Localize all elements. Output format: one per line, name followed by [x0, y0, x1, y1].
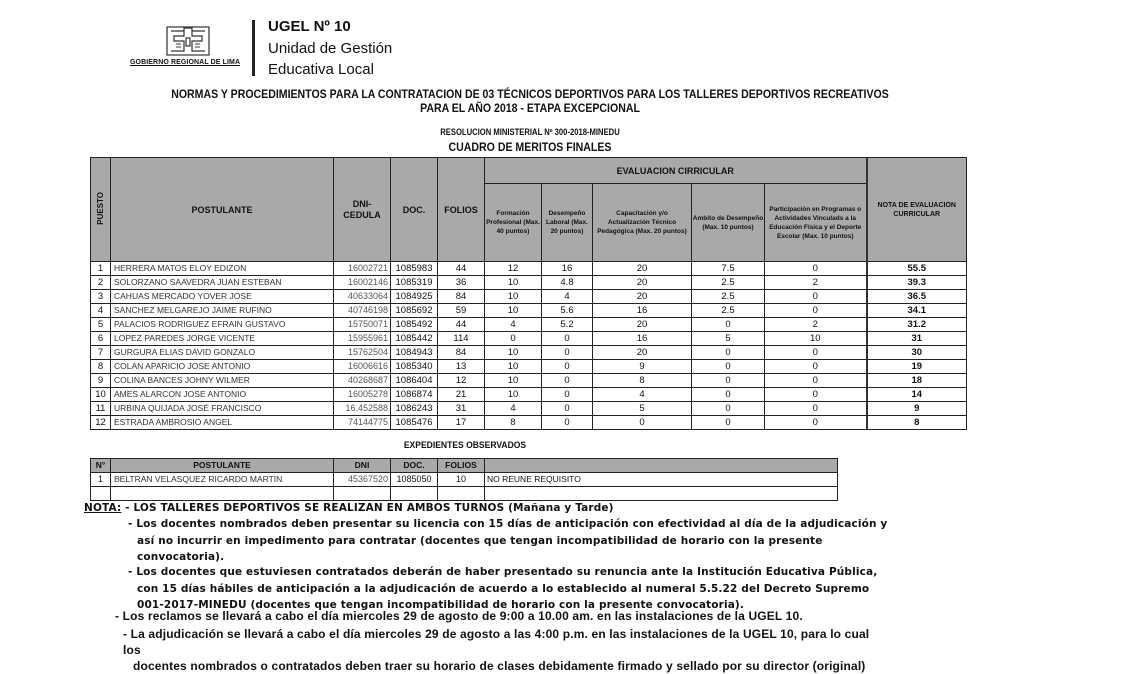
cell-capacitacion: 20 [593, 290, 692, 304]
cell-puesto: 5 [91, 318, 111, 332]
cell-folios: 12 [438, 374, 485, 388]
cell-doc: 1085692 [391, 304, 438, 318]
cell-ambito: 5 [692, 332, 765, 346]
cell-participacion: 2 [765, 318, 867, 332]
header-dni: DNI-CEDULA [334, 158, 391, 262]
cell-capacitacion: 20 [593, 318, 692, 332]
cell-puesto: 11 [91, 402, 111, 416]
cell-nota: 36.5 [867, 290, 967, 304]
cell-folios: 36 [438, 276, 485, 290]
ugel-subtitle-line1: Unidad de Gestión [268, 40, 393, 57]
document-title-line2: PARA EL AÑO 2018 - ETAPA EXCEPCIONAL [420, 101, 640, 115]
cell-capacitacion: 16 [593, 304, 692, 318]
cell-participacion: 0 [765, 416, 867, 430]
header-participacion: Participación en Programas o Actividades Vinculads a la Educación Física y el Deporte Escolar (Max. 10 puntos) [765, 184, 867, 262]
note-label: NOTA: [84, 502, 122, 514]
table-row [91, 346, 967, 360]
cell-folios: 84 [438, 290, 485, 304]
cell-nota: 31 [867, 332, 967, 346]
cell-formacion: 4 [485, 402, 542, 416]
cell-puesto: 2 [91, 276, 111, 290]
cell-nota: 19 [867, 360, 967, 374]
cell-dni: 16006616 [334, 360, 391, 374]
cell-dni: 74144775 [334, 416, 391, 430]
cell-folios: 44 [438, 262, 485, 276]
cell-folios: 59 [438, 304, 485, 318]
cell-dni: 40633064 [334, 290, 391, 304]
logo-caption: GOBIERNO REGIONAL DE LIMA [130, 59, 241, 66]
cell-folios: 13 [438, 360, 485, 374]
note-item-3 [128, 564, 878, 614]
note-item-1-text: - LOS TALLERES DEPORTIVOS SE REALIZAN EN AMBOS TURNOS (Mañana y Tarde) [121, 502, 614, 514]
cell-nota: 34.1 [867, 304, 967, 318]
obs-cell-n: 1 [91, 473, 111, 487]
gobierno-regional-logo [130, 20, 250, 75]
cell-desempeno: 4.8 [542, 276, 593, 290]
cell-participacion: 0 [765, 262, 867, 276]
logo-divider [252, 20, 255, 76]
empty-cell [91, 487, 111, 501]
cell-postulante: ESTRADA AMBROSIO ANGEL [111, 416, 334, 430]
cell-doc: 1086874 [391, 388, 438, 402]
cell-desempeno: 0 [542, 416, 593, 430]
cell-participacion: 0 [765, 388, 867, 402]
header-ambito: Ambito de Desempeño (Max. 10 puntos) [692, 184, 765, 262]
cell-participacion: 0 [765, 346, 867, 360]
observed-title: EXPEDIENTES OBSERVADOS [403, 440, 527, 451]
cell-ambito: 2.5 [692, 290, 765, 304]
cell-doc: 1085476 [391, 416, 438, 430]
note-item-2 [128, 516, 888, 566]
note-item-5-line1: - La adjudicación se llevará a cabo el día miercoles 29 de agosto a las 4:00 p.m. en las instalaciones de la UGEL 10, para lo cual los [123, 627, 870, 657]
cell-formacion: 8 [485, 416, 542, 430]
header-desempeno: Desempeño Laboral (Max. 20 puntos) [542, 184, 593, 262]
note-item-1 [84, 500, 614, 517]
cell-ambito: 0 [692, 416, 765, 430]
cell-nota: 9 [867, 402, 967, 416]
cell-capacitacion: 20 [593, 262, 692, 276]
cell-postulante: AMES ALARCON JOSE ANTONIO [111, 388, 334, 402]
cuadro-title: CUADRO DE MERITOS FINALES [448, 140, 612, 154]
empty-cell [111, 487, 334, 501]
ugel-title: UGEL Nº 10 [268, 18, 351, 35]
cell-doc: 1086243 [391, 402, 438, 416]
obs-table-row-empty [91, 487, 838, 501]
header-folios: FOLIOS [438, 158, 485, 262]
cell-doc: 1084925 [391, 290, 438, 304]
table-row [91, 318, 967, 332]
cell-ambito: 2.5 [692, 276, 765, 290]
cell-participacion: 0 [765, 374, 867, 388]
empty-cell [438, 487, 485, 501]
cell-dni: 16002146 [334, 276, 391, 290]
cell-dni: 15955961 [334, 332, 391, 346]
obs-cell-dni: 45367520 [334, 473, 391, 487]
cell-capacitacion: 20 [593, 346, 692, 360]
cell-formacion: 10 [485, 346, 542, 360]
table-row [91, 402, 967, 416]
cell-puesto: 9 [91, 374, 111, 388]
cell-ambito: 0 [692, 360, 765, 374]
cell-dni: 16.452588 [334, 402, 391, 416]
cell-capacitacion: 5 [593, 402, 692, 416]
cell-capacitacion: 16 [593, 332, 692, 346]
cell-participacion: 0 [765, 402, 867, 416]
cell-desempeno: 5.6 [542, 304, 593, 318]
cell-formacion: 10 [485, 276, 542, 290]
obs-header-postulante: POSTULANTE [111, 459, 334, 473]
cell-folios: 114 [438, 332, 485, 346]
cell-capacitacion: 4 [593, 388, 692, 402]
obs-header-n: N° [91, 459, 111, 473]
cell-postulante: COLINA BANCES JOHNY WILMER [111, 374, 334, 388]
gobierno-regional-emblem-icon [166, 26, 210, 56]
cell-desempeno: 0 [542, 360, 593, 374]
obs-header-folios: FOLIOS [438, 459, 485, 473]
ugel-subtitle-line2: Educativa Local [268, 61, 374, 78]
table-row [91, 332, 967, 346]
cell-postulante: HERRERA MATOS ELOY EDIZON [111, 262, 334, 276]
cell-puesto: 10 [91, 388, 111, 402]
cell-participacion: 2 [765, 276, 867, 290]
document-title [152, 87, 909, 115]
cell-folios: 84 [438, 346, 485, 360]
cell-puesto: 1 [91, 262, 111, 276]
cell-postulante: LOPEZ PAREDES JORGE VICENTE [111, 332, 334, 346]
cell-nota: 14 [867, 388, 967, 402]
note-item-3-line1: - Los docentes que estuviesen contratados deberán de haber presentado su renuncia ante la Institución Educativa Pública, [128, 566, 878, 578]
table-row [91, 276, 967, 290]
cell-participacion: 0 [765, 304, 867, 318]
cell-capacitacion: 9 [593, 360, 692, 374]
cell-formacion: 10 [485, 304, 542, 318]
cell-doc: 1085442 [391, 332, 438, 346]
cell-doc: 1085983 [391, 262, 438, 276]
cell-postulante: SOLORZANO SAAVEDRA JUAN ESTEBAN [111, 276, 334, 290]
cell-folios: 17 [438, 416, 485, 430]
cell-formacion: 10 [485, 360, 542, 374]
cell-doc: 1085319 [391, 276, 438, 290]
observed-table [90, 458, 838, 501]
header-evaluacion: EVALUACION CIRRICULAR [485, 158, 867, 184]
note-item-2-line2: así no incurrir en impedimento para contratar (docentes que tengan incompatibilidad de horario con la presente [137, 534, 823, 547]
cell-ambito: 7.5 [692, 262, 765, 276]
cell-ambito: 0 [692, 388, 765, 402]
merit-table [90, 157, 967, 430]
note-item-2-line1: - Los docentes nombrados deben presentar su licencia con 15 días de anticipación con efectividad al día de la adjudicación y [128, 518, 888, 530]
cell-dni: 15750071 [334, 318, 391, 332]
document-title-line1: NORMAS Y PROCEDIMIENTOS PARA LA CONTRATACION DE 03 TÉCNICOS DEPORTIVOS PARA LOS TALLERES DEPORTIVOS RECREATIVOS [171, 87, 889, 101]
cell-dni: 16002721 [334, 262, 391, 276]
cell-dni: 15762504 [334, 346, 391, 360]
cell-puesto: 7 [91, 346, 111, 360]
header-postulante: POSTULANTE [111, 158, 334, 262]
obs-cell-observacion: NO REUNE REQUISITO [485, 473, 838, 487]
cell-puesto: 6 [91, 332, 111, 346]
cell-formacion: 0 [485, 332, 542, 346]
header-capacitacion: Capacitación y/o Actualización Técnico Pedagógica (Max. 20 puntos) [593, 184, 692, 262]
table-row [91, 388, 967, 402]
note-item-2-line3: convocatoria). [137, 551, 225, 563]
cell-postulante: URBINA QUIJADA JOSÉ FRANCISCO [111, 402, 334, 416]
cell-nota: 30 [867, 346, 967, 360]
cell-puesto: 8 [91, 360, 111, 374]
cell-nota: 18 [867, 374, 967, 388]
cell-dni: 40746198 [334, 304, 391, 318]
cell-ambito: 0 [692, 374, 765, 388]
cell-desempeno: 4 [542, 290, 593, 304]
obs-header-observacion [485, 459, 838, 473]
resolucion-label: RESOLUCION MINISTERIAL Nº 300-2018-MINEDU [440, 127, 620, 137]
header-puesto: PUESTO [91, 158, 111, 262]
cell-ambito: 0 [692, 402, 765, 416]
cell-ambito: 2.5 [692, 304, 765, 318]
cell-doc: 1086404 [391, 374, 438, 388]
cell-postulante: COLAN APARICIO JOSE ANTONIO [111, 360, 334, 374]
table-row [91, 416, 967, 430]
cell-desempeno: 0 [542, 374, 593, 388]
cell-postulante: PALACIOS RODRIGUEZ EFRAIN GUSTAVO [111, 318, 334, 332]
cell-doc: 1084943 [391, 346, 438, 360]
cell-desempeno: 5.2 [542, 318, 593, 332]
empty-cell [391, 487, 438, 501]
obs-header-doc: DOC. [391, 459, 438, 473]
cell-formacion: 10 [485, 374, 542, 388]
cell-doc: 1085340 [391, 360, 438, 374]
note-item-5 [123, 626, 883, 674]
cell-puesto: 12 [91, 416, 111, 430]
cell-folios: 21 [438, 388, 485, 402]
cell-folios: 44 [438, 318, 485, 332]
obs-cell-postulante: BELTRAN VELASQUEZ RICARDO MARTIN [111, 473, 334, 487]
cell-capacitacion: 0 [593, 416, 692, 430]
cell-desempeno: 0 [542, 346, 593, 360]
obs-header-dni: DNI [334, 459, 391, 473]
note-item-5-line2: docentes nombrados o contratados deben traer su horario de clases debidamente firmado y sellado por su director (original) [133, 659, 866, 673]
cell-postulante: SANCHEZ MELGAREJO JAIME RUFINO [111, 304, 334, 318]
cell-desempeno: 16 [542, 262, 593, 276]
header-formacion: Formación Profesional (Max. 40 puntos) [485, 184, 542, 262]
cell-capacitacion: 20 [593, 276, 692, 290]
cell-puesto: 3 [91, 290, 111, 304]
cell-formacion: 10 [485, 290, 542, 304]
cell-puesto: 4 [91, 304, 111, 318]
header-nota: NOTA DE EVALUACION CURRICULAR [867, 158, 967, 262]
cell-postulante: GURGURA ELIAS DAVID GONZALO [111, 346, 334, 360]
table-row [91, 374, 967, 388]
cell-ambito: 0 [692, 318, 765, 332]
cell-folios: 31 [438, 402, 485, 416]
cell-formacion: 4 [485, 318, 542, 332]
empty-cell [485, 487, 838, 501]
obs-cell-folios: 10 [438, 473, 485, 487]
cell-dni: 40268687 [334, 374, 391, 388]
cell-participacion: 0 [765, 360, 867, 374]
header-doc: DOC. [391, 158, 438, 262]
cell-doc: 1085492 [391, 318, 438, 332]
note-item-3-line3: 001-2017-MINEDU (docentes que tengan incompatibilidad de horario con la presente convocatoria). [137, 599, 745, 611]
table-row [91, 304, 967, 318]
obs-cell-doc: 1085050 [391, 473, 438, 487]
cell-formacion: 12 [485, 262, 542, 276]
obs-table-row [91, 473, 838, 487]
table-row [91, 290, 967, 304]
cell-nota: 8 [867, 416, 967, 430]
note-item-3-line2: con 15 días hábiles de anticipación a la adjudicación de acuerdo a lo establecido al numeral 5.5.22 del Decreto Supremo [137, 582, 870, 595]
empty-cell [334, 487, 391, 501]
cell-nota: 55.5 [867, 262, 967, 276]
cell-desempeno: 0 [542, 332, 593, 346]
cell-participacion: 0 [765, 290, 867, 304]
table-row [91, 360, 967, 374]
cell-desempeno: 0 [542, 402, 593, 416]
cell-participacion: 10 [765, 332, 867, 346]
table-row [91, 262, 967, 276]
cell-nota: 31.2 [867, 318, 967, 332]
cell-formacion: 10 [485, 388, 542, 402]
cell-desempeno: 0 [542, 388, 593, 402]
cell-capacitacion: 8 [593, 374, 692, 388]
note-item-4: - Los reclamos se llevará a cabo el día miercoles 29 de agosto de 9:00 a 10.00 am. en las instalaciones de la UGEL 10. [115, 609, 803, 623]
cell-postulante: CAHUAS MERCADO YOVER JOSE [111, 290, 334, 304]
cell-dni: 16005278 [334, 388, 391, 402]
cell-nota: 39.3 [867, 276, 967, 290]
cell-ambito: 0 [692, 346, 765, 360]
